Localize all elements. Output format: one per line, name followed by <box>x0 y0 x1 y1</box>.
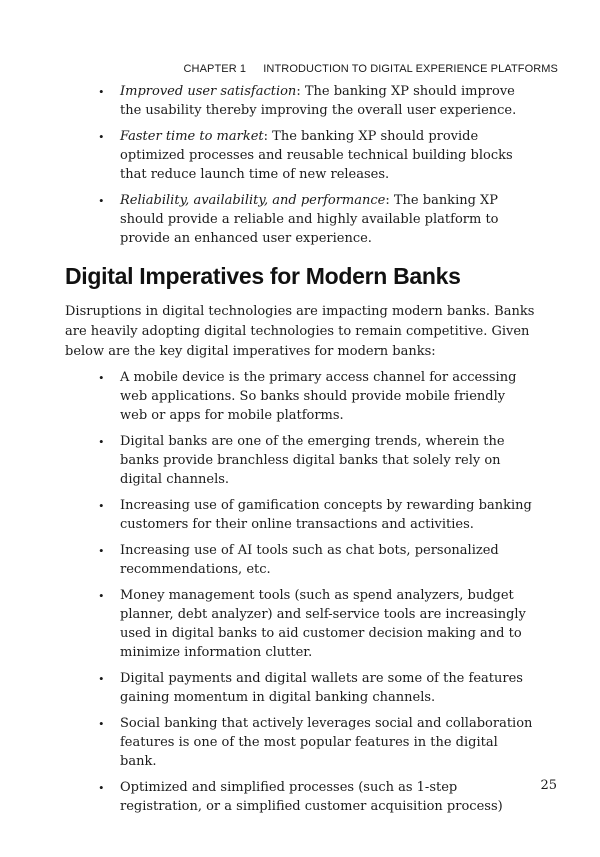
bullet-term: Reliability, availability, and performance <box>120 193 386 208</box>
list-item <box>65 127 535 184</box>
top-bullet-list <box>65 82 535 248</box>
list-item: • Increasing use of AI tools such as chat bots, personalized recommendations, etc. <box>65 541 535 579</box>
chapter-title: INTRODUCTION TO DIGITAL EXPERIENCE PLATFORMS <box>263 63 558 75</box>
list-item: • Optimized and simplified processes (such as 1-step registration, or a simplified customer acquisition process) <box>65 778 535 816</box>
list-item: • Increasing use of gamification concepts by rewarding banking customers for their online transactions and activities. <box>65 496 535 534</box>
list-item: • Money management tools (such as spend analyzers, budget planner, debt analyzer) and self-service tools are increasingly used in digital banks to aid customer decision making and to minimize information clutter. <box>65 586 535 662</box>
list-item: • Digital banks are one of the emerging trends, wherein the banks provide branchless digital banks that solely rely on digital channels. <box>65 432 535 489</box>
list-item: • Digital payments and digital wallets are some of the features gaining momentum in digital banking channels. <box>65 669 535 707</box>
bullet-term: Improved user satisfaction <box>120 84 297 99</box>
page-content <box>65 82 535 823</box>
chapter-label: CHAPTER 1 <box>183 63 247 75</box>
bullet-text: : The banking XP should provide optimized processes and reusable technical building blocks that reduce launch time of new releases. <box>120 129 513 182</box>
imperatives-list <box>65 368 535 816</box>
bullet-text: : The banking XP should improve the usability thereby improving the overall user experience. <box>120 84 517 118</box>
page-number: 25 <box>540 778 557 793</box>
bullet-term: Faster time to market <box>120 129 264 144</box>
list-item <box>65 191 535 248</box>
running-head <box>183 63 558 75</box>
section-intro: Disruptions in digital technologies are impacting modern banks. Banks are heavily adopting digital technologies to remain competitive. Given below are the key digital imperatives for modern banks: <box>65 304 535 359</box>
list-item <box>65 82 535 120</box>
section-heading: Digital Imperatives for Modern Banks <box>65 263 461 289</box>
bullet-text: : The banking XP should provide a reliable and highly available platform to provide an enhanced user experience. <box>120 193 499 246</box>
list-item: • A mobile device is the primary access channel for accessing web applications. So banks should provide mobile friendly web or apps for mobile platforms. <box>65 368 535 425</box>
list-item: • Social banking that actively leverages social and collaboration features is one of the most popular features in the digital bank. <box>65 714 535 771</box>
